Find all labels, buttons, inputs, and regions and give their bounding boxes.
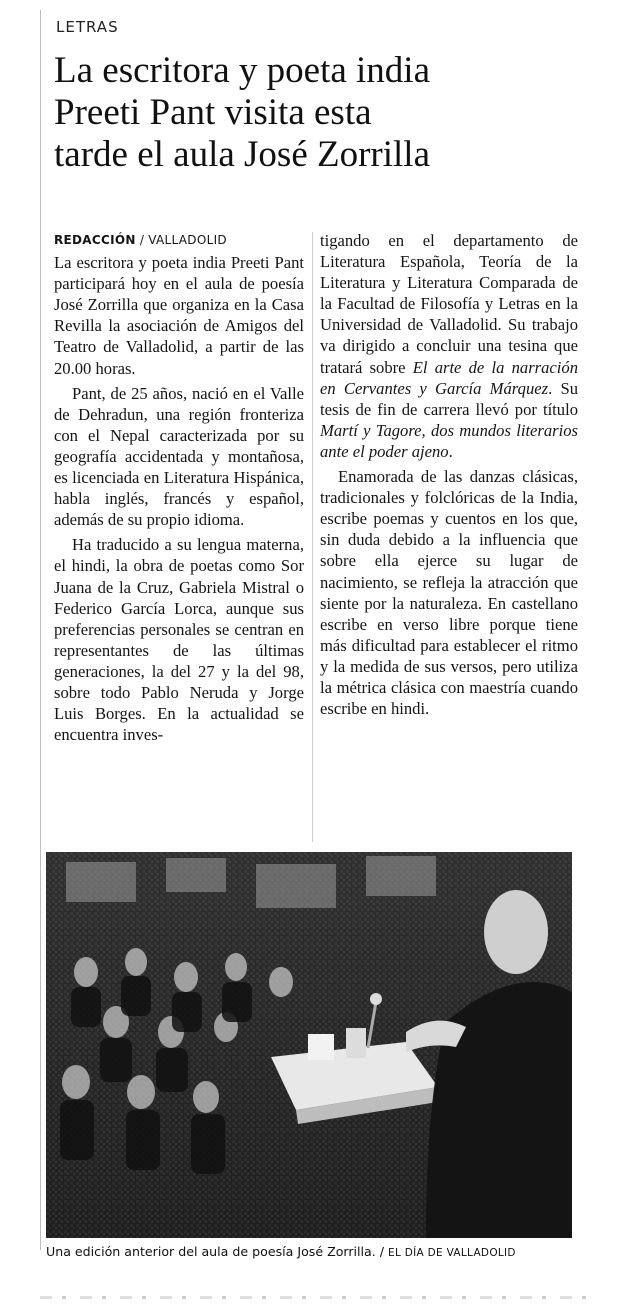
- caption-separator: /: [375, 1244, 389, 1259]
- paragraph-5: Enamorada de las danzas clásicas, tradicionales y folclóricas de la India, escribe poemas y cuentos en los que, sin duda debido a la influencia que sobre ella ejerce su lugar de nacimiento, se refleja la atracción que siente por la naturaleza. En castellano escribe en verso libre porque tiene más dificultad para establecer el ritmo y la medida de sus versos, pero utiliza la métrica clásica con maestría cuando escribe en hindi.: [320, 467, 578, 719]
- thesis-title: El arte de la narración en Cervantes y García Márquez: [320, 357, 578, 398]
- article-column-2: [320, 230, 578, 719]
- paragraph-2: Pant, de 25 años, nació en el Valle de Dehradun, una región fronteriza con el Nepal caracterizada por su geografía accidentada y montañosa, es licenciada en Literatura Hispánica, habla inglés, francés y español, además de su propio idioma.: [54, 383, 304, 530]
- scan-edge: [40, 1296, 600, 1299]
- byline-location: VALLADOLID: [148, 233, 227, 247]
- paragraph-4-text-a: tigando en el departamento de Literatura Española, Teoría de la Literatura y Literatura Comparada de la Facultad de Filosofía y Letras en la Universidad de Valladolid. Su trabajo va dirigido a concluir una tesina que tratará sobre: [320, 231, 578, 377]
- headline-line-2: Preeti Pant visita esta: [54, 92, 372, 133]
- paragraph-4-text-b: . Su tesis de fin de carrera llevó por título: [320, 378, 578, 419]
- paragraph-4-text-c: .: [448, 441, 453, 461]
- caption-text: Una edición anterior del aula de poesía José Zorrilla.: [46, 1244, 376, 1259]
- paragraph-1: La escritora y poeta india Preeti Pant participará hoy en el aula de poesía José Zorrilla que organiza en la Casa Revilla la asociación de Amigos del Teatro de Valladolid, a partir de las 20.00 horas.: [54, 253, 304, 378]
- article-column-1: [54, 230, 304, 745]
- paragraph-4: [320, 230, 578, 462]
- byline: [54, 230, 304, 251]
- event-photo: [46, 852, 572, 1238]
- dissertation-title: Martí y Tagore, dos mundos literarios ante el poder ajeno: [320, 420, 578, 461]
- paragraph-3: Ha traducido a su lengua materna, el hindi, la obra de poetas como Sor Juana de la Cruz, Gabriela Mistral o Federico García Lorca, aunque sus preferencias personales se centran en representantes de las últimas generaciones, la del 27 y la del 98, sobre todo Pablo Neruda y Jorge Luis Borges. En la actualidad se encuentra inves-: [54, 535, 304, 745]
- headline: [54, 50, 594, 176]
- section-label: LETRAS: [56, 18, 119, 36]
- byline-author: REDACCIÓN: [54, 233, 136, 247]
- headline-line-1: La escritora y poeta india: [54, 50, 430, 91]
- column-divider: [312, 232, 313, 842]
- byline-separator: /: [135, 233, 149, 247]
- headline-line-3: tarde el aula José Zorrilla: [54, 134, 430, 175]
- audience-photo-illustration: [46, 852, 572, 1238]
- margin-rule: [40, 10, 41, 1250]
- photo-caption: [46, 1244, 586, 1259]
- photo-credit: EL DÍA DE VALLADOLID: [388, 1247, 516, 1259]
